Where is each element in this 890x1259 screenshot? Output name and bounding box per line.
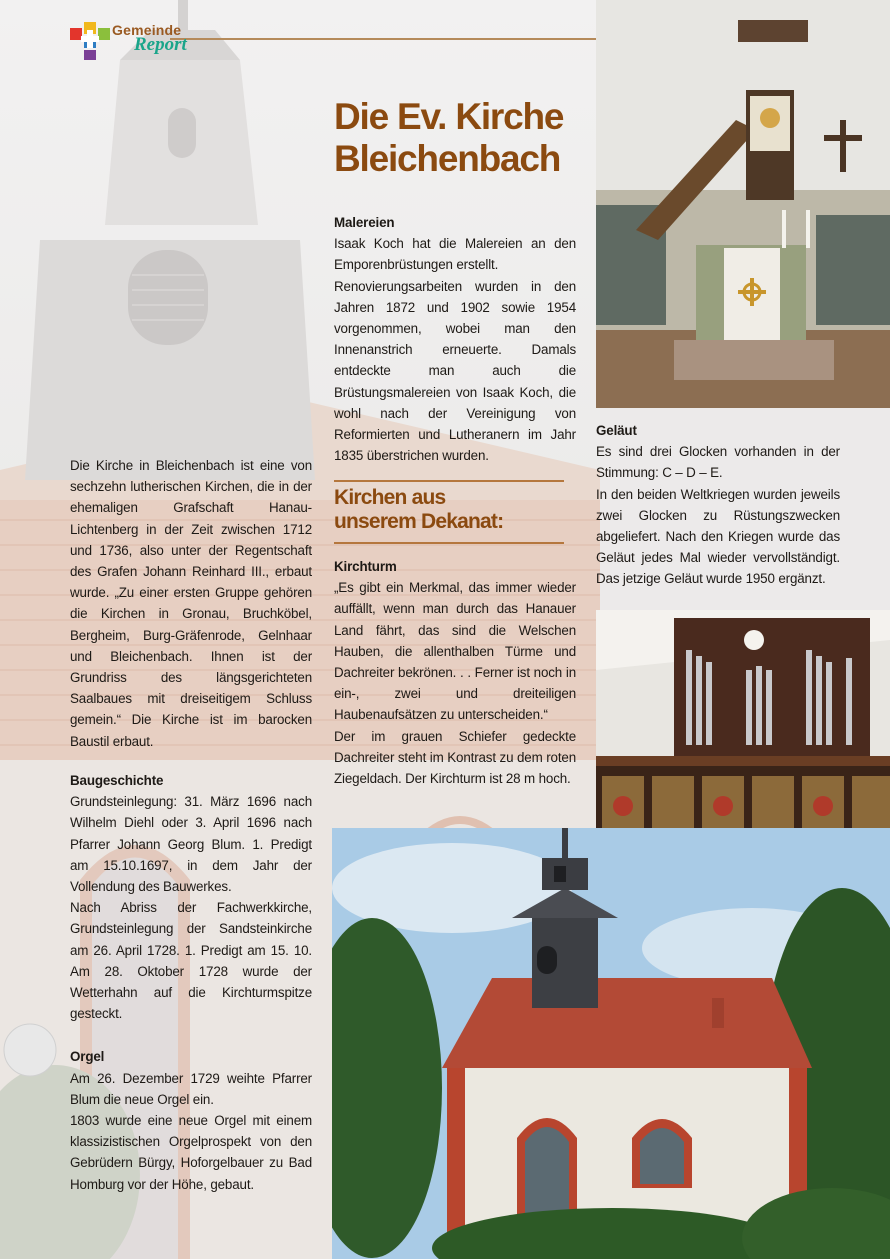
church-exterior-image <box>332 828 890 1259</box>
gelaeut-heading: Geläut <box>596 423 637 438</box>
gelaeut-paragraph-1: Es sind drei Glocken vorhanden in der Stimmung: C – D – E. <box>596 444 840 481</box>
kirchturm-heading: Kirchturm <box>334 559 397 574</box>
section-subtitle <box>334 486 596 534</box>
history-block <box>70 770 312 1195</box>
kirchturm-paragraph-2: Der im grauen Schiefer gedeckte Dachreiter steht im Kontrast zu dem roten Ziegeldach. Der Kirchturm ist 28 m hoch. <box>334 728 576 787</box>
altar-photo <box>596 0 890 408</box>
kirchturm-paragraph-1: „Es gibt ein Merkmal, das immer wieder auffällt, wenn man durch das Hanauer Land fährt, das sind die Welschen Hauben, die allenthalben Türme und Dachreiter bekrönen. . . Ferner ist noch in ein-, zwei und dreiteiligen Haubenaufsätzen zu unterscheiden.“ <box>334 580 576 723</box>
section-subtitle-line-2: unserem Dekanat: <box>334 510 504 533</box>
altar-image <box>596 0 890 408</box>
gelaeut-paragraph-2: In den beiden Weltkriegen wurden jeweils zwei Glocken zu Rüstungszwecken abgeliefert. Nach den Kriegen wurde das Geläut jedes Mal wieder vervollständigt. Das jetzige Geläut wurde 1950 ergänzt. <box>596 486 840 587</box>
kirchturm-block <box>334 556 576 789</box>
malereien-heading: Malereien <box>334 215 395 230</box>
logo-word-report: Report <box>134 34 187 55</box>
baugeschichte-paragraph-2: Nach Abriss der Fachwerkkirche, Grundsteinlegung der Sandsteinkirche am 26. April 1728. 1. Predigt am 15. 10. Am 28. Oktober 1728 wurde der Wetterhahn auf die Kirchturmspitze gesteckt. <box>70 900 312 1022</box>
page-title <box>334 96 596 180</box>
baugeschichte-paragraph-1: Grundsteinlegung: 31. März 1696 nach Wilhelm Diehl oder 3. April 1696 nach Pfarrer Johann Georg Blum. 1. Predigt am 15.10.1697, in dem Jahr der Vollendung des Bauwerkes. <box>70 794 312 895</box>
section-subtitle-line-1: Kirchen aus <box>334 486 446 509</box>
intro-text: Die Kirche in Bleichenbach ist eine von sechzehn lutherischen Kirchen, die in der ehemaligen Grafschaft Hanau-Lichtenberg in der Zeit zwischen 1712 und 1736, also unter der Regentschaft des Grafen Johann Reinhard III., erbaut wurde. „Zu einer ersten Gruppe gehören die Kirchen in Gronau, Bruchköbel, Bergheim, Burg-Gräfenrode, Gelnhaar und Bleichenbach. Ihnen ist der Grundriss des längsgerichteten Saalbaues mit dreiseitigem Schluss gemein.“ Die Kirche ist im barocken Baustil erbaut. <box>70 458 312 749</box>
masthead-rule <box>170 38 596 40</box>
malereien-paragraph-2: Renovierungsarbeiten wurden in den Jahren 1872 und 1902 sowie 1954 vorgenommen, wobei man den Innenanstrich erneuerte. Damals entdeckte man auch die Brüstungsmalereien von Isaak Koch, die wohl nach der Vereinigung von Reformierten und Lutheranern im Jahr 1835 überstrichen wurden. <box>334 278 576 464</box>
logo-word-gemeinde: Gemeinde <box>112 22 182 38</box>
orgel-paragraph-1: Am 26. Dezember 1729 weihte Pfarrer Blum die neue Orgel ein. <box>70 1070 312 1107</box>
malereien-paragraph-1: Isaak Koch hat die Malereien an den Emporenbrüstungen erstellt. <box>334 236 576 273</box>
subtitle-rule-bottom <box>334 542 564 544</box>
intro-block <box>70 455 312 752</box>
page-title-line-1: Die Ev. Kirche <box>334 96 564 137</box>
orgel-heading: Orgel <box>70 1049 105 1065</box>
gelaeut-block <box>596 420 840 590</box>
malereien-block <box>334 212 576 466</box>
church-exterior-photo <box>332 828 890 1259</box>
page-title-line-2: Bleichenbach <box>334 138 561 179</box>
subtitle-rule-top <box>334 480 564 482</box>
orgel-paragraph-2: 1803 wurde eine neue Orgel mit einem klassizistischen Orgelprospekt von den Gebrüdern Bürgy, Hoforgelbauer zu Bad Homburg vor der Höhe, gebaut. <box>70 1113 312 1192</box>
organ-image <box>596 610 890 862</box>
organ-photo <box>596 610 890 862</box>
baugeschichte-heading: Baugeschichte <box>70 773 164 788</box>
